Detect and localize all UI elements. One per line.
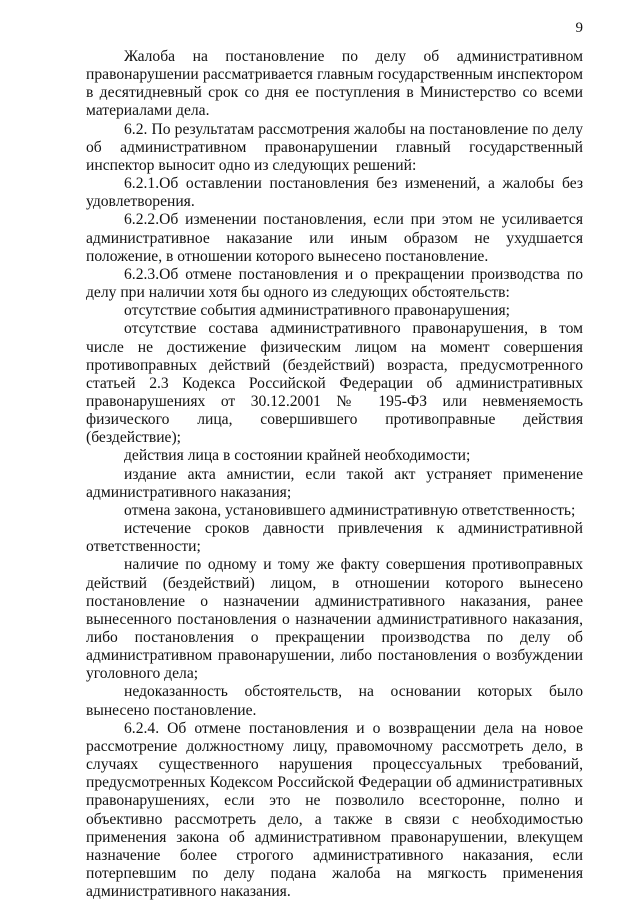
paragraph-complaint-review: Жалоба на постановление по делу об административном правонарушении рассматривается главным государственным инспектором в десятидневный срок со дня ее поступления в Министерство со всеми материалами дела. (86, 48, 583, 120)
page-number: 9 (575, 20, 583, 36)
paragraph-6-2-decisions: 6.2. По результатам рассмотрения жалобы на постановление по делу об административном правонарушении главный государственный инспектор выносит одно из следующих решений: (86, 120, 583, 174)
list-item-law-repeal: отмена закона, установившего административную ответственность; (124, 501, 576, 519)
list-item-no-event: отсутствие события административного правонарушения; (124, 302, 510, 320)
list-item-prior-decision: наличие по одному и тому же факту совершения противоправных действий (бездействий) лицом, в отношении которого вынесено постановление о назначении административного наказания, ранее вынесенного постановления о назначении административного наказания, либо постановления о прекращении производства по делу об административном правонарушении, либо постановления о возбуждении уголовного дела; (86, 556, 583, 683)
list-item-extreme-necessity: действия лица в состоянии крайней необходимости; (124, 447, 471, 465)
list-item-no-offense-composition: отсутствие состава административного правонарушения, в том числе не достижение физическим лицом на момент совершения противоправных действий (бездействий) возраста, предусмотренного статьей 2.3 Кодекса Российской Федерации об административных правонарушениях от 30.12.2001 № 195-ФЗ или невменяемость физического лица, совершившего противоправные действия (бездействие); (86, 320, 583, 447)
list-item-amnesty: издание акта амнистии, если такой акт устраняет применение административного наказания; (86, 465, 583, 501)
paragraph-6-2-2: 6.2.2.Об изменении постановления, если при этом не усиливается административное наказание или иным образом не ухудшается положение, в отношении которого вынесено постановление. (86, 211, 583, 265)
document-body (86, 48, 583, 901)
list-item-limitation-expiry: истечение сроков давности привлечения к административной ответственности; (86, 520, 583, 556)
list-item-unproven-circumstances: недоказанность обстоятельств, на основании которых было вынесено постановление. (86, 683, 583, 719)
paragraph-6-2-3: 6.2.3.Об отмене постановления и о прекращении производства по делу при наличии хотя бы одного из следующих обстоятельств: (86, 265, 583, 302)
paragraph-6-2-4: 6.2.4. Об отмене постановления и о возвращении дела на новое рассмотрение должностному лицу, правомочному рассмотреть дело, в случаях существенного нарушения процессуальных требований, предусмотренных Кодексом Российской Федерации об административных правонарушениях, если это не позволило всесторонне, полно и объективно рассмотреть дело, а также в связи с необходимостью применения закона об административном правонарушении, влекущем назначение более строгого административного наказания, если потерпевшим по делу подана жалоба на мягкость применения административного наказания. (86, 719, 583, 901)
paragraph-6-2-1: 6.2.1.Об оставлении постановления без изменений, а жалобы без удовлетворения. (86, 175, 583, 211)
